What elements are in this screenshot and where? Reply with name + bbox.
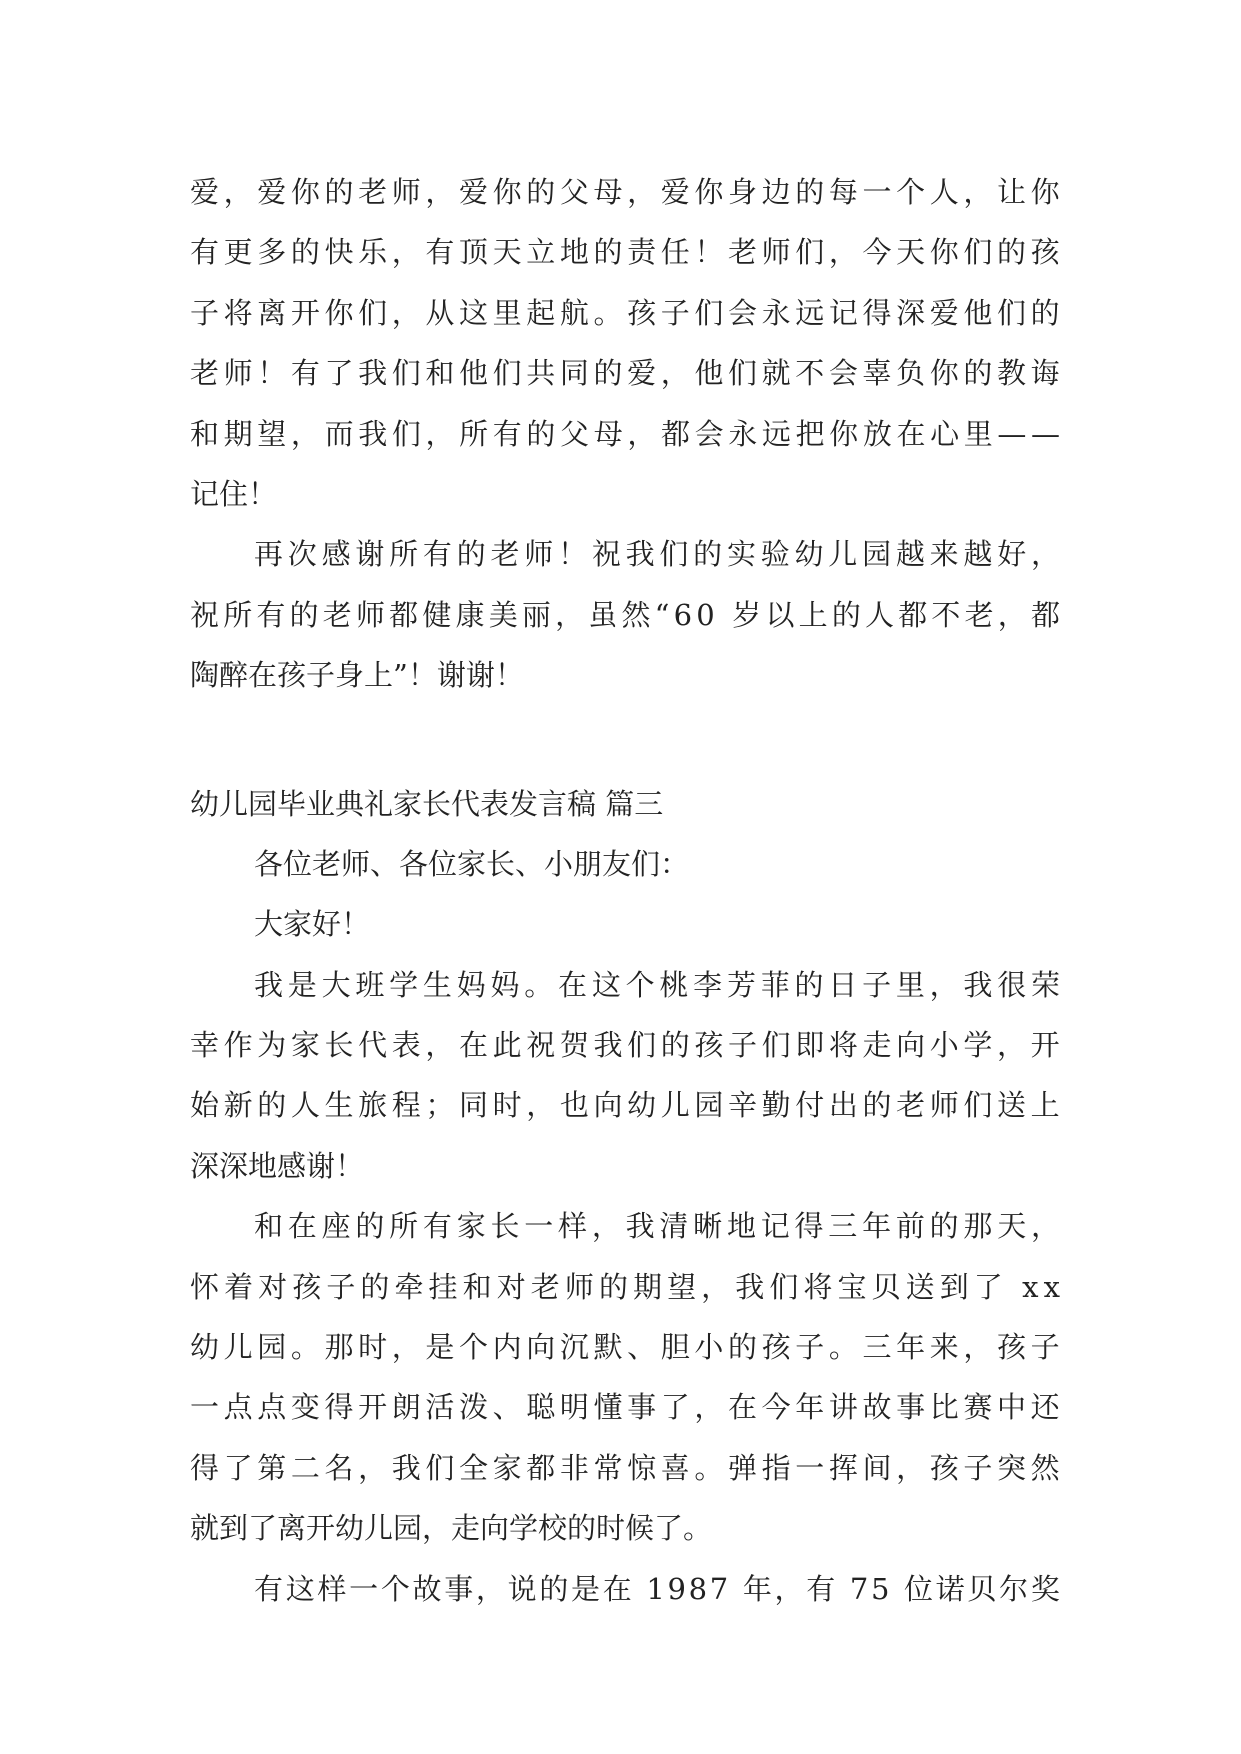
- text-line: 子 将 离 开 你 们 ， 从 这 里 起 航 。 孩 子 们 会 永 远 记 得 深 爱 他 们 的: [190, 295, 1060, 330]
- text-line: 怀 着 对 孩 子 的 牵 挂 和 对 老 师 的 期 望 ， 我 们 将 宝 贝 送 到 了 x x: [190, 1269, 1060, 1304]
- section-spacer: [190, 706, 1060, 774]
- text-line: 祝 所 有 的 老 师 都 健 康 美 丽 ， 虽 然 “ 6 0 岁 以 上 的 人 都 不 老 ， 都: [190, 597, 1060, 632]
- salutation: 各位老师、各位家长、小朋友们：: [254, 846, 690, 881]
- text-line: 一 点 点 变 得 开 朗 活 泼 、 聪 明 懂 事 了 ， 在 今 年 讲 故 事 比 赛 中 还: [190, 1390, 1060, 1425]
- text-line: 得 了 第 二 名 ， 我 们 全 家 都 非 常 惊 喜 。 弹 指 一 挥 间 ， 孩 子 突 然: [190, 1450, 1060, 1485]
- text-line: 就到了离开幼儿园，走向学校的时候了。: [190, 1511, 713, 1546]
- greeting: 大家好！: [254, 907, 371, 942]
- text-line: 始 新 的 人 生 旅 程 ； 同 时 ， 也 向 幼 儿 园 辛 勤 付 出 的 老 师 们 送 上: [190, 1088, 1060, 1123]
- text-line: 我 是 大 班 学 生 妈 妈 。 在 这 个 桃 李 芳 菲 的 日 子 里 ， 我 很 荣: [254, 967, 1060, 1002]
- text-line: 老 师 ！ 有 了 我 们 和 他 们 共 同 的 爱 ， 他 们 就 不 会 辜 负 你 的 教 诲: [190, 356, 1060, 391]
- text-line: 爱 ， 爱 你 的 老 师 ， 爱 你 的 父 母 ， 爱 你 身 边 的 每 一 个 人 ， 让 你: [190, 175, 1060, 209]
- paragraph: [190, 1559, 1060, 1619]
- text-line: 有 这 样 一 个 故 事 ， 说 的 是 在 1 9 8 7 年 ， 有 7 5 位 诺 贝 尔 奖: [254, 1571, 1060, 1606]
- text-line: 陶醉在孩子身上”！谢谢！: [190, 658, 524, 693]
- text-line: 和 在 座 的 所 有 家 长 一 样 ， 我 清 晰 地 记 得 三 年 前 的 那 天 ，: [254, 1209, 1060, 1244]
- section-heading: 幼儿园毕业典礼家长代表发言稿 篇三: [190, 786, 664, 821]
- text-line: 记住！: [190, 476, 278, 511]
- paragraph: [190, 524, 1060, 705]
- text-line: 幼 儿 园 。 那 时 ， 是 个 内 向 沉 默 、 胆 小 的 孩 子 。 三 年 来 ， 孩 子: [190, 1330, 1060, 1365]
- paragraph: [190, 162, 1060, 524]
- text-line: 幸 作 为 家 长 代 表 ， 在 此 祝 贺 我 们 的 孩 子 们 即 将 走 向 小 学 ， 开: [190, 1028, 1060, 1063]
- paragraph: [190, 1196, 1060, 1558]
- document-body: [190, 162, 1060, 1619]
- text-line: 有 更 多 的 快 乐 ， 有 顶 天 立 地 的 责 任 ！ 老 师 们 ， 今 天 你 们 的 孩: [190, 235, 1060, 270]
- text-line: 再 次 感 谢 所 有 的 老 师 ！ 祝 我 们 的 实 验 幼 儿 园 越 来 越 好 ，: [254, 537, 1060, 572]
- text-line: 和 期 望 ， 而 我 们 ， 所 有 的 父 母 ， 都 会 永 远 把 你 放 在 心 里 — —: [190, 416, 1060, 451]
- text-line: 深深地感谢！: [190, 1148, 365, 1183]
- paragraph: [190, 955, 1060, 1197]
